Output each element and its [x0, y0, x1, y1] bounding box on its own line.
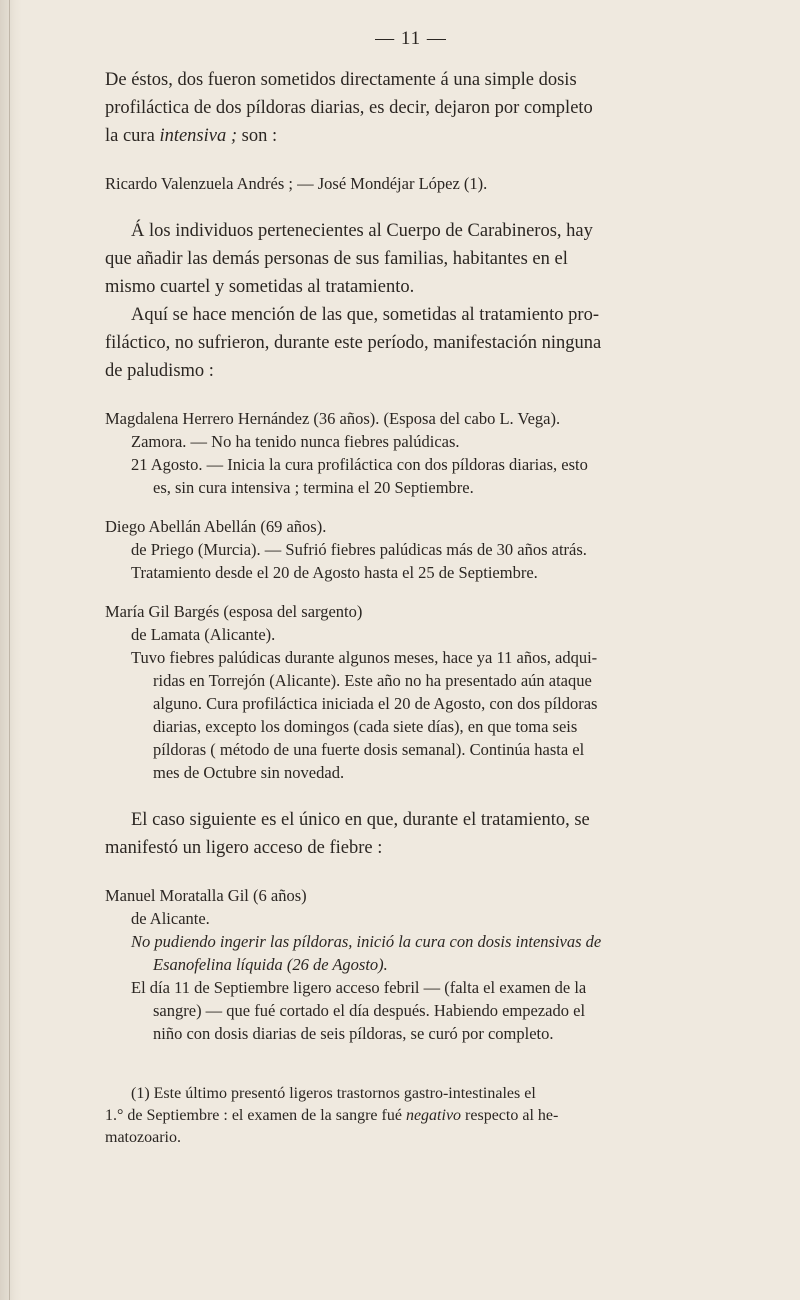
italic-line	[105, 930, 717, 953]
text-line: Á los individuos pertenecientes al Cuerpo de Carabineros, hay	[131, 221, 593, 241]
page-number: — 11 —	[375, 28, 447, 49]
text-line: píldoras ( método de una fuerte dosis semanal). Continúa hasta el	[153, 740, 585, 759]
entry-heading: Diego Abellán Abellán (69 años).	[105, 517, 327, 536]
text-line: 21 Agosto. — Inicia la cura profiláctica con dos píldoras diarias, esto	[131, 455, 588, 474]
patient-entry-3	[105, 600, 717, 784]
text-line: De éstos, dos fueron sometidos directamente á una simple dosis	[105, 70, 577, 90]
text-span: 1.° de Septiembre : el examen de la sangre fué	[105, 1107, 406, 1124]
text-line: mismo cuartel y sometidas al tratamiento.	[105, 277, 415, 297]
text-line: alguno. Cura profiláctica iniciada el 20 de Agosto, con dos píldoras	[153, 694, 598, 713]
text-line: mes de Octubre sin novedad.	[153, 763, 345, 782]
footnote-line	[105, 1105, 717, 1127]
text-line: de paludismo :	[105, 361, 214, 381]
text-line: Aquí se hace mención de las que, sometidas al tratamiento pro-	[131, 305, 600, 325]
patient-entry-4	[105, 884, 717, 1045]
italic-term: intensiva ;	[159, 126, 238, 146]
entry-heading: Magdalena Herrero Hernández (36 años). (Esposa del cabo L. Vega).	[105, 409, 561, 428]
entry-heading: María Gil Bargés (esposa del sargento)	[105, 602, 363, 621]
text-line: filáctico, no sufrieron, durante este período, manifestación ninguna	[105, 333, 602, 353]
text-line: es, sin cura intensiva ; termina el 20 Septiembre.	[153, 478, 474, 497]
names-line: Ricardo Valenzuela Andrés ; — José Mondéjar López (1).	[105, 174, 488, 193]
text-line: niño con dosis diarias de seis píldoras, se curó por completo.	[153, 1024, 554, 1043]
text-line: Tratamiento desde el 20 de Agosto hasta el 25 de Septiembre.	[131, 563, 538, 582]
italic-line	[105, 953, 717, 976]
footnote-line: matozoario.	[105, 1129, 181, 1146]
text-line: profiláctica de dos píldoras diarias, es decir, dejaron por completo	[105, 98, 593, 118]
footnote-line: (1) Este último presentó ligeros trastornos gastro-intestinales el	[131, 1085, 536, 1102]
patient-entry-1	[105, 407, 717, 499]
italic-term: negativo	[405, 1107, 462, 1124]
text-line: de Alicante.	[131, 909, 210, 928]
text-span: son :	[237, 126, 278, 146]
text-line: manifestó un ligero acceso de fiebre :	[105, 838, 383, 858]
text-line: que añadir las demás personas de sus familias, habitantes en el	[105, 249, 568, 269]
document-page	[105, 28, 717, 1149]
page-binding-edge	[0, 0, 22, 1300]
footnote	[105, 1083, 717, 1149]
text-line: diarias, excepto los domingos (cada siete días), en que toma seis	[153, 717, 578, 736]
text-line	[105, 122, 717, 150]
caso-paragraph	[105, 806, 717, 862]
patient-entry-2	[105, 515, 717, 584]
entry-heading: Manuel Moratalla Gil (6 años)	[105, 886, 307, 905]
text-line: de Priego (Murcia). — Sufrió fiebres palúdicas más de 30 años atrás.	[131, 540, 587, 559]
text-line: Zamora. — No ha tenido nunca fiebres palúdicas.	[131, 432, 460, 451]
carabineros-paragraph	[105, 217, 717, 385]
text-span: respecto al he-	[461, 1107, 559, 1124]
italic-text: Esanofelina líquida (26 de Agosto).	[153, 955, 388, 974]
text-line: El día 11 de Septiembre ligero acceso febril — (falta el examen de la	[131, 978, 587, 997]
text-line: Tuvo fiebres palúdicas durante algunos meses, hace ya 11 años, adqui-	[131, 648, 598, 667]
text-line: ridas en Torrejón (Alicante). Este año no ha presentado aún ataque	[153, 671, 592, 690]
text-line: El caso siguiente es el único en que, durante el tratamiento, se	[131, 810, 590, 830]
text-line: de Lamata (Alicante).	[131, 625, 276, 644]
italic-text: No pudiendo ingerir las píldoras, inició la cura con dosis intensivas de	[131, 932, 602, 951]
text-line: sangre) — que fué cortado el día después. Habiendo empezado el	[153, 1001, 586, 1020]
intro-paragraph	[105, 66, 717, 150]
text-span: la cura	[105, 126, 160, 146]
